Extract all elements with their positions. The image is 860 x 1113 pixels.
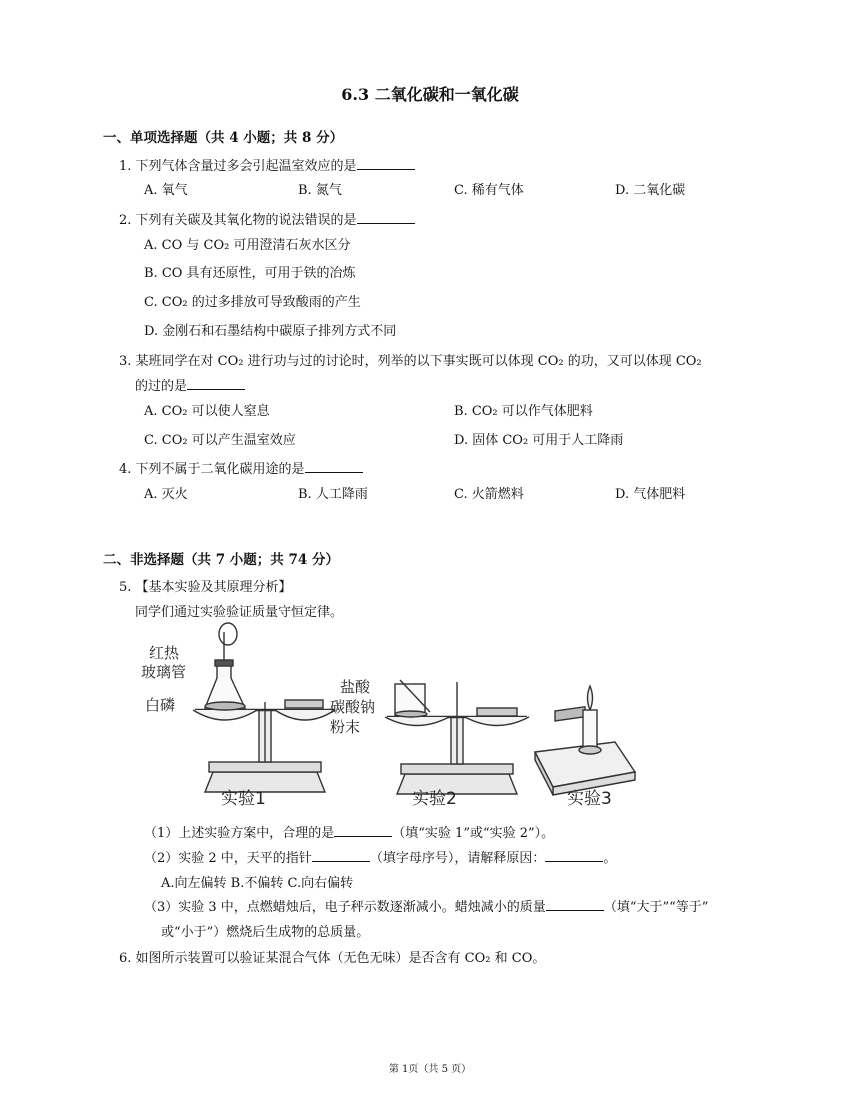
q5-sub-2	[144, 847, 616, 866]
q5-sub-1-hint: （填“实验 1”或“实验 2”）。	[392, 826, 555, 841]
q5-sub-3	[144, 896, 708, 915]
q4-option-b: B. 人工降雨	[298, 487, 368, 502]
answer-blank	[357, 157, 415, 170]
label-experiment-1: 实验1	[221, 789, 266, 809]
label-sodium-carbonate-1: 碳酸钠	[330, 698, 376, 716]
label-sodium-carbonate-2: 粉末	[330, 718, 361, 736]
answer-blank	[334, 824, 392, 837]
q4-option-a: A. 灭火	[144, 487, 188, 502]
q5-sub-3-hint: （填“大于”“等于”	[603, 900, 709, 915]
question-5-stem: 5. 【基本实验及其原理分析】	[119, 580, 292, 595]
balance-2-illustration	[385, 680, 529, 794]
label-white-phosphorus: 白磷	[145, 696, 176, 714]
q5-sub-2-text: （2）实验 2 中，天平的指针	[144, 851, 312, 866]
answer-blank	[546, 898, 604, 911]
question-6: 6. 如图所示装置可以验证某混合气体（无色无味）是否含有 CO₂ 和 CO。	[119, 951, 546, 966]
balance-1-illustration	[193, 623, 335, 792]
q3-option-b: B. CO₂ 可以作气体肥料	[454, 404, 593, 419]
page-footer: 第 1页（共 5 页）	[388, 1064, 472, 1075]
q1-option-c: C. 稀有气体	[454, 183, 524, 198]
q2-option-d: D. 金刚石和石墨结构中碳原子排列方式不同	[144, 324, 397, 339]
section-heading-2: 二、非选择题（共 7 小题；共 74 分）	[103, 552, 339, 568]
answer-blank	[187, 377, 245, 390]
q4-option-d: D. 气体肥料	[615, 487, 686, 502]
label-red-hot-tube-2: 玻璃管	[141, 663, 187, 681]
page-title: 6.3 二氧化碳和一氧化碳	[341, 85, 519, 104]
question-2	[119, 209, 415, 228]
label-experiment-2: 实验2	[412, 789, 457, 809]
q3-option-d: D. 固体 CO₂ 可用于人工降雨	[454, 433, 624, 448]
answer-blank	[357, 211, 415, 224]
q5-sub-3-text: （3）实验 3 中，点燃蜡烛后，电子秤示数逐渐减小。蜡烛减小的质量	[144, 900, 546, 915]
question-1-stem: 1. 下列气体含量过多会引起温室效应的是	[119, 159, 357, 174]
q2-option-b: B. CO 具有还原性，可用于铁的冶炼	[144, 266, 356, 281]
q1-option-a: A. 氧气	[144, 183, 188, 198]
label-hydrochloric-acid: 盐酸	[340, 678, 371, 696]
q1-option-b: B. 氮气	[298, 183, 342, 198]
question-4	[119, 458, 363, 477]
q4-option-c: C. 火箭燃料	[454, 487, 524, 502]
q2-option-a: A. CO 与 CO₂ 可用澄清石灰水区分	[144, 238, 351, 253]
experiment-figure	[135, 622, 655, 812]
q3-option-c: C. CO₂ 可以产生温室效应	[144, 433, 296, 448]
question-2-stem: 2. 下列有关碳及其氧化物的说法错误的是	[119, 213, 357, 228]
question-3-line-2	[135, 375, 245, 394]
label-red-hot-tube-1: 红热	[149, 644, 180, 662]
q1-option-d: D. 二氧化碳	[615, 183, 686, 198]
section-heading-1: 一、单项选择题（共 4 小题；共 8 分）	[103, 130, 344, 146]
answer-blank	[305, 460, 363, 473]
answer-blank	[312, 849, 370, 862]
q3-option-a: A. CO₂ 可以使人窒息	[144, 404, 270, 419]
q5-sub-1-text: （1）上述实验方案中，合理的是	[144, 826, 335, 841]
question-3-stem-end: 的过的是	[135, 379, 188, 394]
question-1	[119, 155, 415, 174]
q5-sub-3-line-2: 或“小于”）燃烧后生成物的总质量。	[161, 925, 370, 940]
answer-blank	[545, 849, 603, 862]
q5-sub-2-end: 。	[603, 851, 617, 866]
q5-sub-2-hint: （填字母序号），请解释原因：	[369, 851, 546, 866]
question-3-line-1: 3. 某班同学在对 CO₂ 进行功与过的讨论时，列举的以下事实既可以体现 CO₂ 的功，又可以体现 CO₂	[119, 354, 702, 369]
question-4-stem: 4. 下列不属于二氧化碳用途的是	[119, 462, 305, 477]
electronic-scale-illustration	[535, 686, 635, 795]
q2-option-c: C. CO₂ 的过多排放可导致酸雨的产生	[144, 295, 361, 310]
question-5-intro: 同学们通过实验验证质量守恒定律。	[135, 605, 344, 620]
q5-sub-1	[144, 822, 554, 841]
q5-sub-2-options: A.向左偏转 B.不偏转 C.向右偏转	[161, 876, 354, 891]
label-experiment-3: 实验3	[567, 789, 612, 809]
